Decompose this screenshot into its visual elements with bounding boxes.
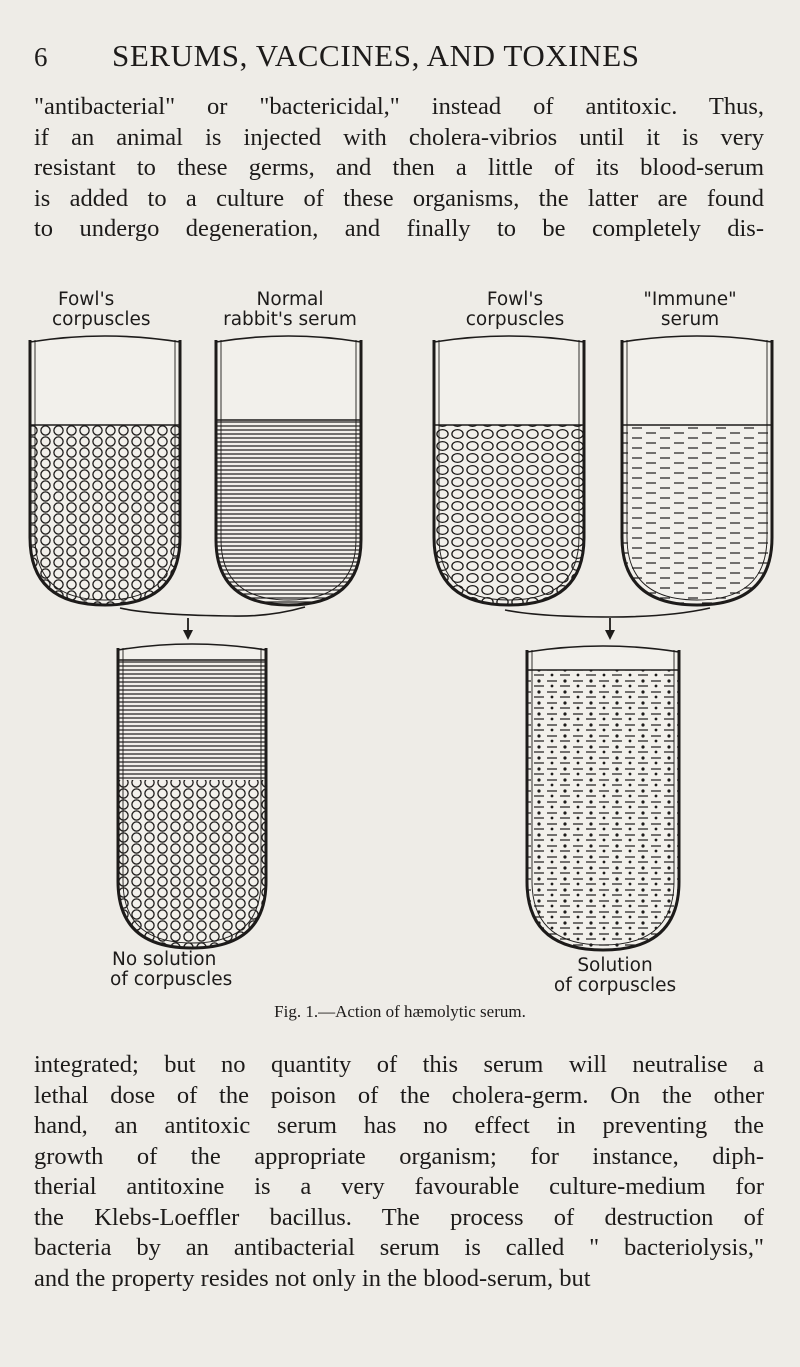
page-header (34, 38, 774, 78)
text-line: therial antitoxine is a very favourable culture-medium for (34, 1173, 764, 1200)
figure-haemolytic-serum (0, 260, 800, 1020)
tube-no-solution (118, 644, 266, 948)
text-line: lethal dose of the poison of the cholera-germ. On the other (34, 1081, 764, 1109)
label-fowls-corpuscles-2: Fowl's corpuscles (465, 289, 565, 330)
arrow-right (605, 618, 615, 640)
text-line: integrated; but no quantity of this serum will neutralise a (34, 1051, 764, 1078)
arrow-left (183, 618, 193, 640)
label-no-solution: No solution of corpuscles (110, 949, 233, 990)
running-title: SERUMS, VACCINES, AND TOXINES (112, 38, 640, 73)
tube-fowls-corpuscles-1 (30, 336, 180, 605)
text-line: the Klebs-Loeffler bacillus. The process of destruction of (34, 1203, 764, 1231)
tube-fowls-corpuscles-2 (434, 336, 584, 605)
label-fowls-corpuscles-1: Fowl's corpuscles (52, 289, 151, 330)
text-line: hand, an antitoxic serum has no effect in preventing the (34, 1112, 764, 1139)
body-paragraph-top (34, 92, 764, 245)
text-line: and the property resides not only in the blood-serum, but (34, 1264, 591, 1292)
text-line: growth of the appropriate organism; for instance, diph- (34, 1142, 764, 1170)
text-line: if an animal is injected with cholera-vibrios until it is very (34, 123, 764, 151)
figure-caption: Fig. 1.—Action of hæmolytic serum. (274, 1002, 526, 1021)
figure-illustration (0, 260, 800, 1020)
text-line: resistant to these germs, and then a little of its blood-serum (34, 154, 764, 181)
label-normal-rabbit-serum: Normal rabbit's serum (223, 289, 357, 330)
tube-immune-serum (622, 336, 772, 605)
page-number: 6 (34, 42, 48, 72)
text-line: is added to a culture of these organisms, the latter are found (34, 184, 764, 212)
connector-brace-left (120, 607, 305, 616)
label-immune-serum: "Immune" serum (643, 289, 737, 330)
text-line: bacteria by an antibacterial serum is called " bacteriolysis," (34, 1234, 764, 1261)
connector-brace-right (505, 608, 710, 617)
label-solution: Solution of corpuscles (553, 955, 677, 996)
tube-solution (527, 646, 679, 950)
text-line: "antibacterial" or "bactericidal," instead of antitoxic. Thus, (34, 93, 764, 120)
body-paragraph-bottom (34, 1050, 764, 1294)
test-tubes (30, 336, 772, 950)
text-line: to undergo degeneration, and finally to be completely dis- (34, 215, 764, 242)
tube-normal-rabbit-serum (216, 336, 361, 605)
